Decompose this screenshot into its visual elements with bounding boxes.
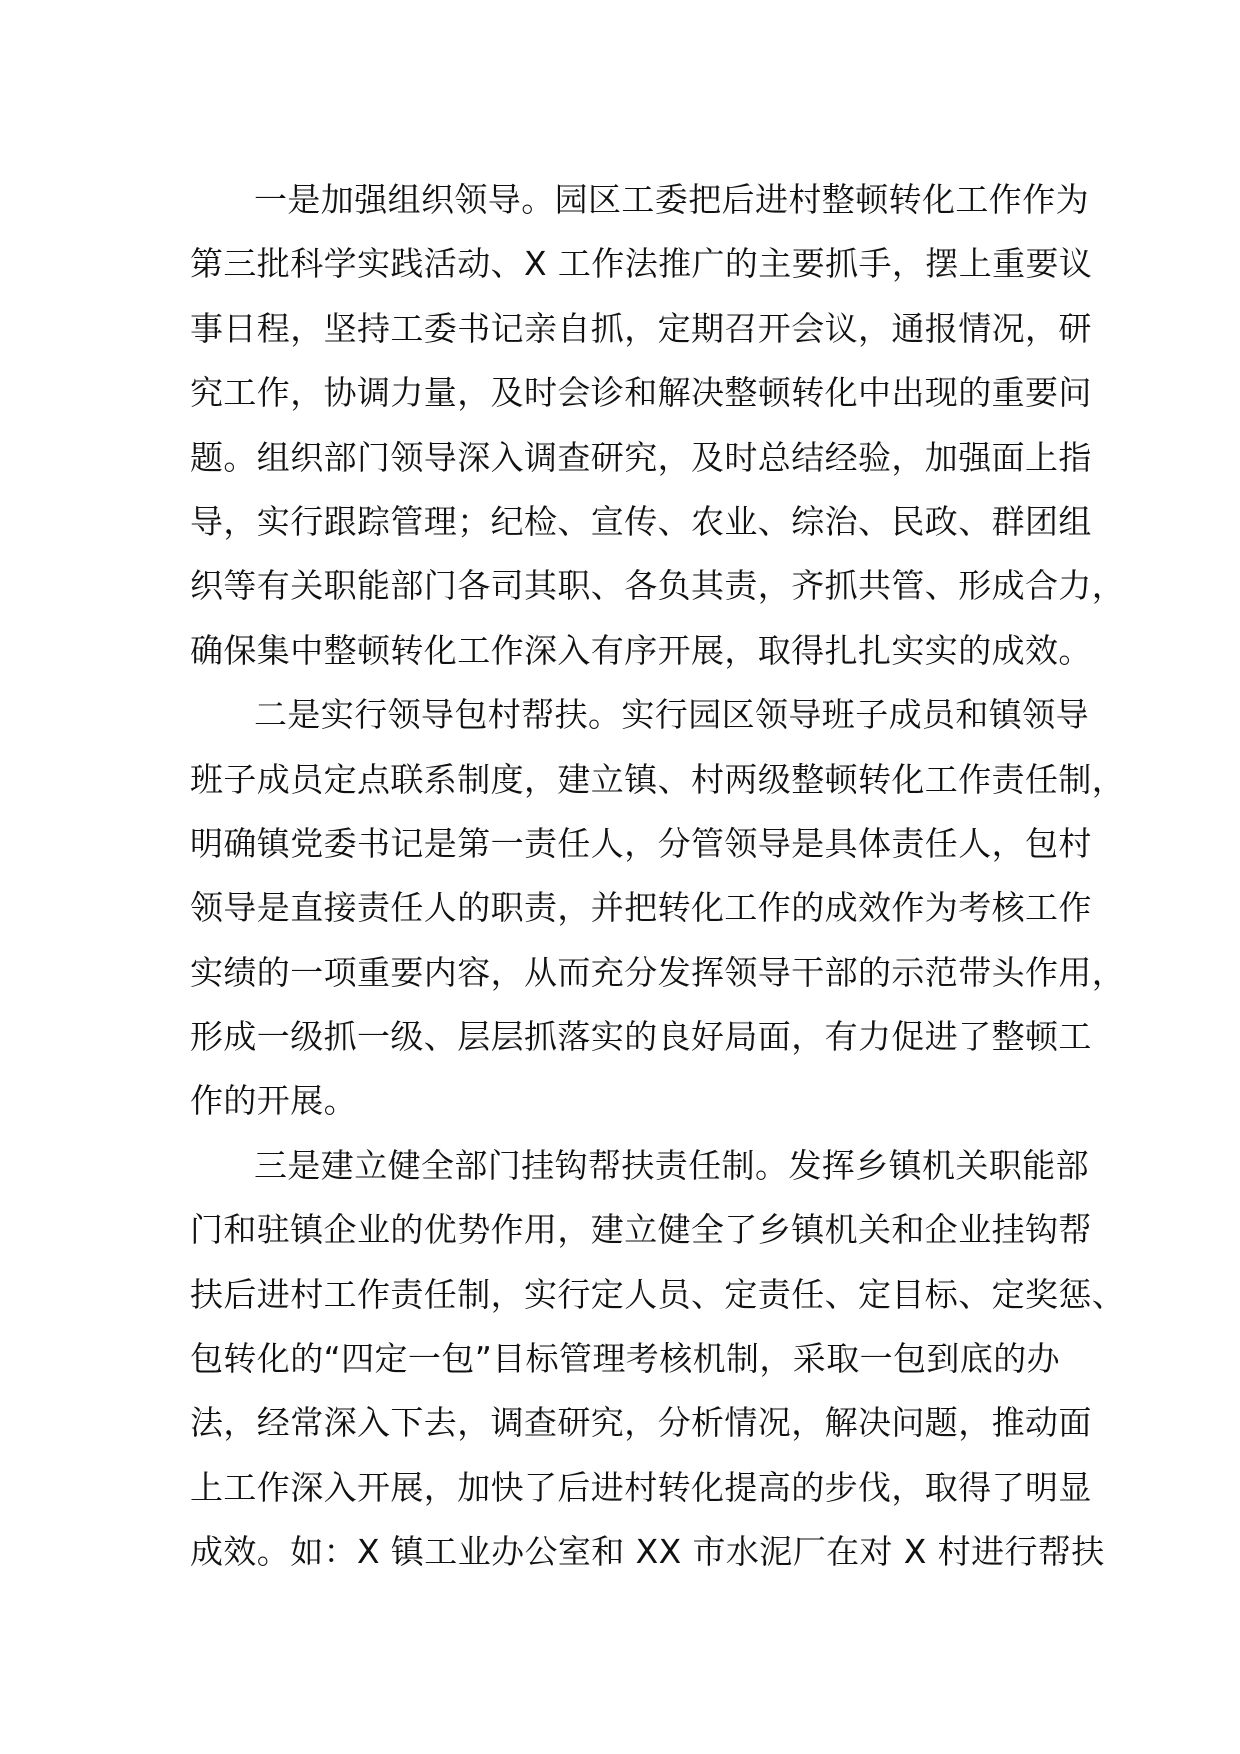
text-line: 成效。如：X 镇工业办公室和 XX 市水泥厂在对 X 村进行帮扶 xyxy=(190,1532,1105,1572)
paragraph-department-responsibility xyxy=(190,1134,1126,1585)
text-line: 题。组织部门领导深入调查研究，及时总结经验，加强面上指 xyxy=(190,437,1092,477)
text-line: 作的开展。 xyxy=(190,1081,357,1121)
paragraph-organization-leadership xyxy=(190,168,1126,683)
text-line: 事日程，坚持工委书记亲自抓，定期召开会议，通报情况，研 xyxy=(190,308,1092,348)
text-line: 上工作深入开展，加快了后进村转化提高的步伐，取得了明显 xyxy=(190,1467,1092,1507)
text-line: 班子成员定点联系制度，建立镇、村两级整顿转化工作责任制， xyxy=(190,759,1126,799)
text-line: 一是加强组织领导。园区工委把后进村整顿转化工作作为 xyxy=(254,180,1089,219)
text-line: 第三批科学实践活动、X 工作法推广的主要抓手，摆上重要议 xyxy=(190,244,1093,284)
text-line: 实绩的一项重要内容，从而充分发挥领导干部的示范带头作用， xyxy=(190,952,1126,992)
text-line: 确保集中整顿转化工作深入有序开展，取得扎扎实实的成效。 xyxy=(190,630,1092,670)
document-body xyxy=(190,168,1126,1585)
text-line: 包转化的“四定一包”目标管理考核机制，采取一包到底的办 xyxy=(190,1339,1060,1379)
text-line: 扶后进村工作责任制，实行定人员、定责任、定目标、定奖惩、 xyxy=(190,1274,1126,1314)
text-line: 法，经常深入下去，调查研究，分析情况，解决问题，推动面 xyxy=(190,1403,1092,1443)
text-line: 导，实行跟踪管理；纪检、宣传、农业、综治、民政、群团组 xyxy=(190,501,1092,541)
paragraph-leader-village-assistance xyxy=(190,683,1126,1134)
text-line: 究工作，协调力量，及时会诊和解决整顿转化中出现的重要问 xyxy=(190,373,1092,413)
text-line: 三是建立健全部门挂钩帮扶责任制。发挥乡镇机关职能部 xyxy=(254,1145,1089,1185)
text-line: 形成一级抓一级、层层抓落实的良好局面，有力促进了整顿工 xyxy=(190,1017,1092,1057)
text-line: 明确镇党委书记是第一责任人，分管领导是具体责任人，包村 xyxy=(190,823,1092,863)
text-line: 织等有关职能部门各司其职、各负其责，齐抓共管、形成合力， xyxy=(190,566,1126,606)
text-line: 领导是直接责任人的职责，并把转化工作的成效作为考核工作 xyxy=(190,888,1092,928)
text-line: 二是实行领导包村帮扶。实行园区领导班子成员和镇领导 xyxy=(254,695,1089,735)
text-line: 门和驻镇企业的优势作用，建立健全了乡镇机关和企业挂钩帮 xyxy=(190,1210,1092,1250)
